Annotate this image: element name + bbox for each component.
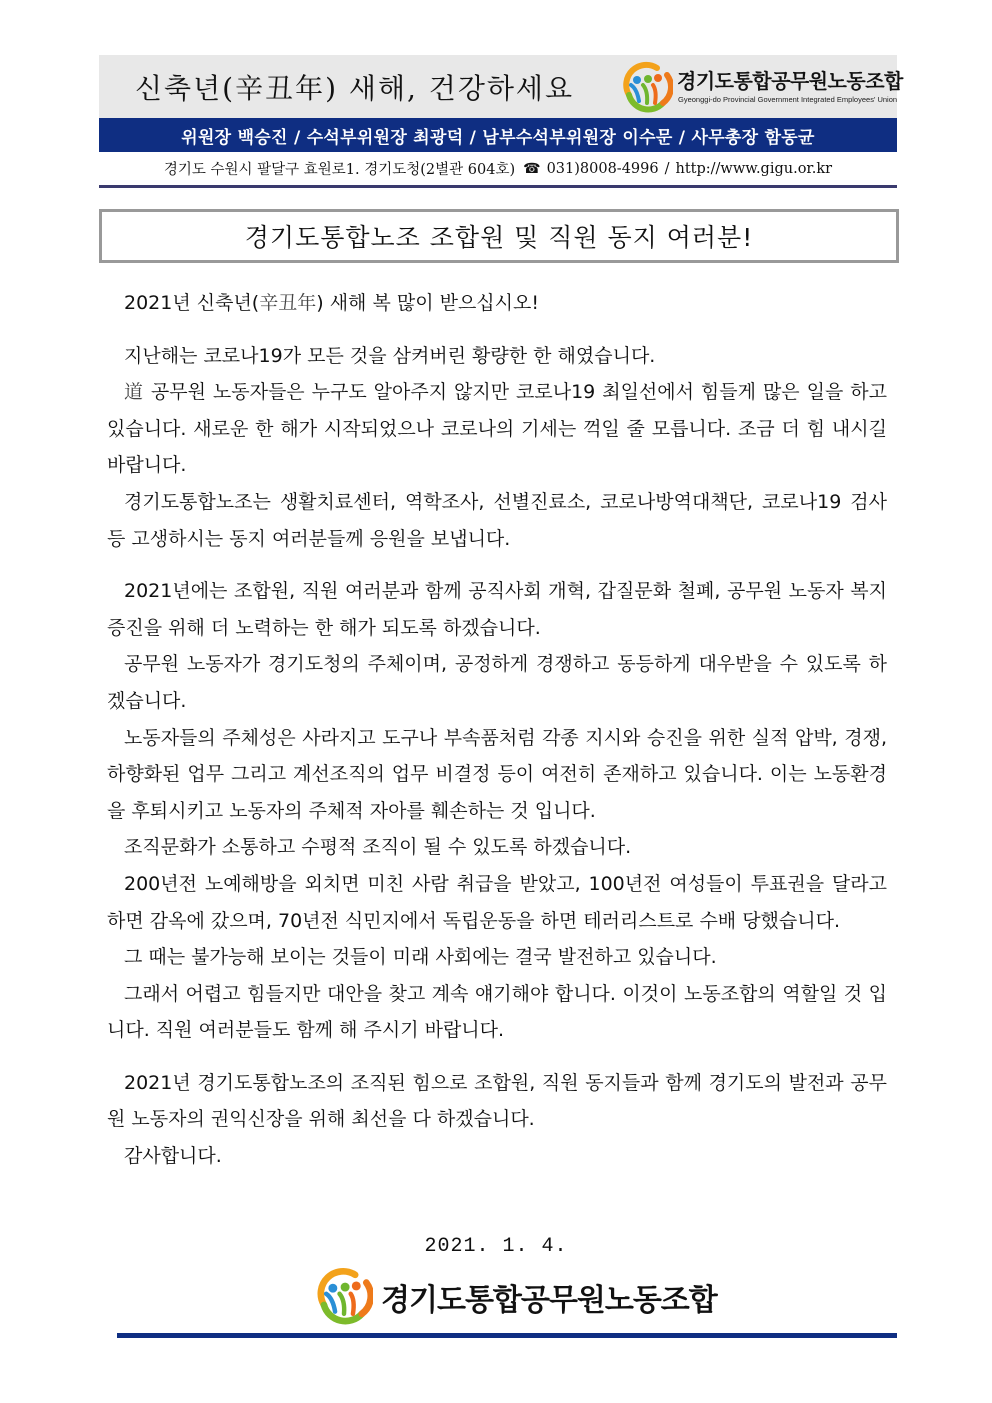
footer-union-name: 경기도통합공무원노동조합: [381, 1283, 717, 1318]
phone-icon: ☎: [523, 160, 541, 177]
footer-divider: [117, 1333, 897, 1338]
paragraph: 道 공무원 노동자들은 누구도 알아주지 않지만 코로나19 최일선에서 힘들게 많은 일을 하고 있습니다. 새로운 한 해가 시작되었으나 코로나의 기세는 꺽일 줄 모릅니다. 조금 더 힘 내시길 바랍니다.: [107, 381, 887, 477]
letter-title: 경기도통합노조 조합원 및 직원 동지 여러분!: [244, 223, 754, 252]
letter-title-box: [99, 209, 899, 263]
phone-number: 031)8008-4996: [546, 160, 659, 177]
union-emblem-icon: [315, 1267, 373, 1325]
paragraph: 그래서 어렵고 힘들지만 대안을 찾고 계속 얘기해야 합니다. 이것이 노동조합의 역할일 것 입니다. 직원 여러분들도 함께 해 주시기 바랍니다.: [107, 982, 887, 1042]
paragraph: 경기도통합노조는 생활치료센터, 역학조사, 선별진료소, 코로나방역대책단, 코로나19 검사 등 고생하시는 동지 여러분들께 응원을 보냅니다.: [107, 490, 887, 550]
new-year-greeting: 신축년(辛丑年) 새해, 건강하세요: [135, 72, 575, 105]
letter-date: 2021. 1. 4.: [424, 1235, 568, 1258]
union-emblem-icon: [621, 61, 673, 113]
paragraph: 지난해는 코로나19가 모든 것을 삼켜버린 황량한 한 해였습니다.: [124, 344, 656, 367]
paragraph: 200년전 노예해방을 외치면 미친 사람 취급을 받았고, 100년전 여성들이 투표권을 달라고 하면 감옥에 갔으며, 70년전 식민지에서 독립운동을 하면 테러리스트로 수배 당했습니다.: [107, 872, 887, 932]
union-logo: [621, 59, 903, 115]
paragraph: 그 때는 불가능해 보이는 것들이 미래 사회에는 결국 발전하고 있습니다.: [124, 946, 717, 969]
letter-body: [107, 285, 887, 1175]
letterhead-divider: [99, 185, 897, 188]
hanja-province: 道: [124, 381, 144, 404]
paragraph: 공무원 노동자가 경기도청의 주체이며, 공정하게 경쟁하고 동등하게 대우받을 수 있도록 하겠습니다.: [107, 653, 887, 712]
letterhead: [99, 55, 903, 188]
paragraph-closing: 감사합니다.: [124, 1145, 222, 1168]
separator: /: [664, 160, 670, 177]
contact-line: [99, 152, 897, 185]
website-link[interactable]: http://www.gigu.or.kr: [675, 160, 833, 177]
paragraph: 2021년 경기도통합노조의 조직된 힘으로 조합원, 직원 동지들과 함께 경기도의 발전과 공무원 노동자의 권익신장을 위해 최선을 다 하겠습니다.: [107, 1071, 887, 1131]
footer-union-logo: [315, 1265, 735, 1325]
hanja-year: 辛丑年: [259, 292, 317, 314]
union-name-english: Gyeonggi-do Provincial Government Integrated Employees' Union: [678, 95, 898, 104]
paragraph: 조직문화가 소통하고 수평적 조직이 될 수 있도록 하겠습니다.: [124, 836, 632, 859]
paragraph: 노동자들의 주체성은 사라지고 도구나 부속품처럼 각종 지시와 승진을 위한 실적 압박, 경쟁, 하향화된 업무 그리고 계선조직의 업무 비결정 등이 여전히 존재하고 있습니다. 이는 노동환경을 후퇴시키고 노동자의 주체적 자아를 훼손하는 것 입니다.: [107, 726, 887, 822]
paragraph-greeting: 2021년 신축년(辛丑年) 새해 복 많이 받으십시오!: [124, 292, 539, 314]
address: 경기도 수원시 팔달구 효원로1. 경기도청(2별관 604호): [163, 162, 516, 178]
officers-band: 위원장 백승진 / 수석부위원장 최광덕 / 남부수석부위원장 이수문 / 사무총장 함동균: [99, 118, 897, 152]
paragraph: 2021년에는 조합원, 직원 여러분과 함께 공직사회 개혁, 갑질문화 철폐, 공무원 노동자 복지증진을 위해 더 노력하는 한 해가 되도록 하겠습니다.: [107, 580, 887, 639]
letterhead-banner: [99, 55, 903, 118]
union-name-korean: 경기도통합공무원노동조합: [677, 69, 903, 93]
